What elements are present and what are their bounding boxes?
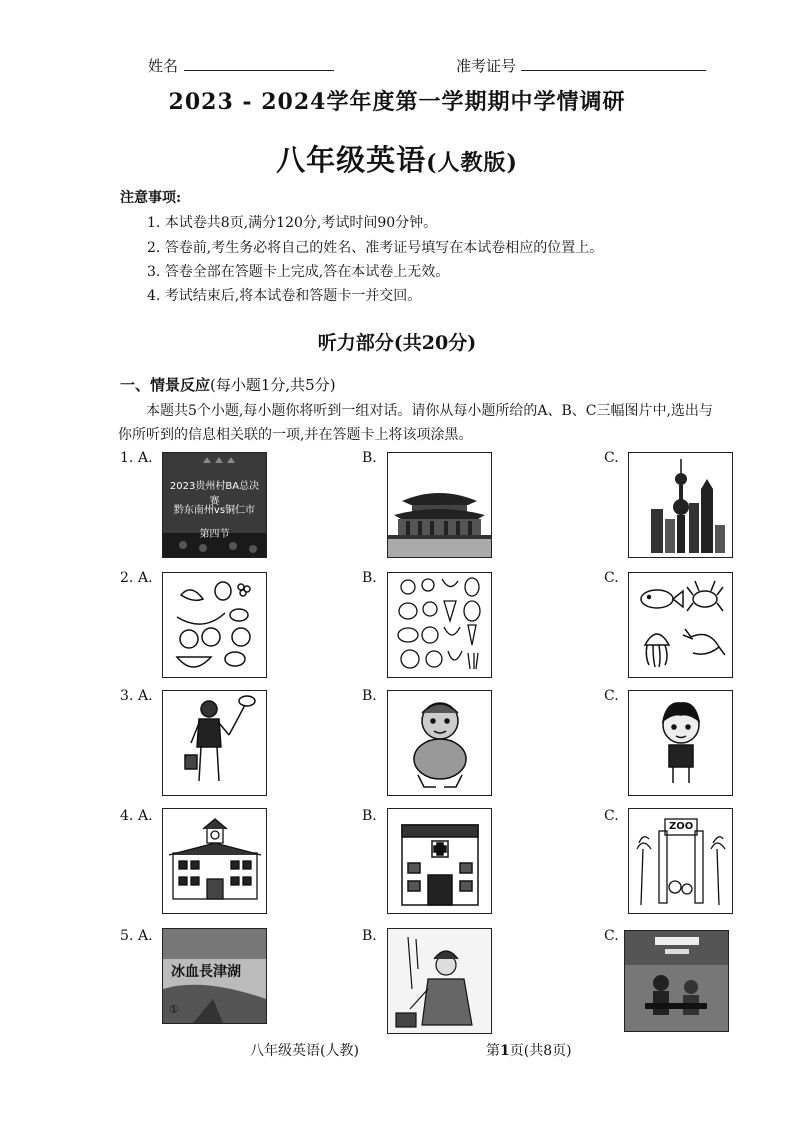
hospital-icon[interactable] xyxy=(387,808,492,914)
subject-title-main: 八年级英语 xyxy=(276,143,427,177)
boy-with-net-icon[interactable] xyxy=(162,690,267,796)
option-letter: A. xyxy=(138,688,153,704)
option-letter: C. xyxy=(604,808,619,824)
movie-poster-icon[interactable] xyxy=(162,928,267,1024)
footer-page-suffix: 页) xyxy=(552,1043,572,1059)
opera-poster-icon[interactable] xyxy=(387,928,492,1034)
movie-title-text: 冰血長津湖 xyxy=(171,964,241,980)
option-letter: C. xyxy=(604,450,619,466)
option-letter: B. xyxy=(362,808,377,824)
village-basketball-poster[interactable] xyxy=(162,452,267,558)
school-building-icon[interactable] xyxy=(162,808,267,914)
footer-subject: 八年级英语(人教) xyxy=(250,1043,359,1059)
option-letter: C. xyxy=(604,688,619,704)
part-heading-title: 一、情景反应 xyxy=(120,376,211,394)
footer-page-info xyxy=(486,1040,572,1060)
part-instruction: 本题共5个小题,每小题你将听到一组对话。请你从每小题所给的A、B、C三幅图片中,选出与你所听到的信息相关联的一项,并在答题卡上将该项涂黑。 xyxy=(118,403,713,443)
question-number: 1. xyxy=(120,450,134,466)
option-letter: B. xyxy=(362,570,377,586)
option-letter: B. xyxy=(362,928,377,944)
poster-line-1: 2023贵州村BA总决赛 xyxy=(169,481,260,507)
small-boy-icon[interactable] xyxy=(628,690,733,796)
sea-animals-icon[interactable] xyxy=(628,572,733,678)
poster-line-3: 第四节 xyxy=(199,529,230,540)
option-letter: A. xyxy=(138,570,153,586)
note-item: 4. 考试结束后,将本试卷和答题卡一并交回。 xyxy=(147,288,422,304)
exam-title: 2023 - 2024学年度第一学期期中学情调研 xyxy=(168,89,626,115)
zoo-sign: ZOO xyxy=(669,821,694,832)
city-skyline-icon[interactable] xyxy=(628,452,733,558)
subject-title-edition: (人教版) xyxy=(426,150,518,176)
option-letter: A. xyxy=(138,928,153,944)
option-letter: A. xyxy=(138,808,153,824)
footer-page-total: 8 xyxy=(543,1043,553,1059)
fruits-icon[interactable] xyxy=(162,572,267,678)
exam-id-field[interactable] xyxy=(521,70,706,71)
note-item: 3. 答卷全部在答题卡上完成,答在本试卷上无效。 xyxy=(147,264,450,280)
section-title: 听力部分(共20分) xyxy=(317,332,477,354)
question-number: 2. xyxy=(120,570,134,586)
name-label: 姓名 xyxy=(148,57,179,75)
option-letter: B. xyxy=(362,450,377,466)
part-heading xyxy=(120,374,336,395)
exam-id-label: 准考证号 xyxy=(456,57,517,75)
question-number: 5. xyxy=(120,928,134,944)
poster-number: ① xyxy=(169,1003,179,1016)
question-number: 3. xyxy=(120,688,134,704)
option-letter: B. xyxy=(362,688,377,704)
poster-line-2: 黔东南州vs铜仁市 xyxy=(173,505,256,516)
option-letter: A. xyxy=(138,450,153,466)
palace-icon[interactable] xyxy=(387,452,492,558)
zoo-gate-icon[interactable] xyxy=(628,808,733,914)
vegetables-icon[interactable] xyxy=(387,572,492,678)
footer-page-number: 1 xyxy=(500,1043,510,1059)
chubby-boy-icon[interactable] xyxy=(387,690,492,796)
cafe-poster-icon[interactable] xyxy=(624,930,729,1032)
footer-page-prefix: 第 xyxy=(486,1043,500,1059)
part-heading-score: (每小题1分,共5分) xyxy=(210,376,336,394)
name-field[interactable] xyxy=(184,70,334,71)
subject-title xyxy=(0,138,794,179)
question-number: 4. xyxy=(120,808,134,824)
note-item: 1. 本试卷共8页,满分120分,考试时间90分钟。 xyxy=(147,215,438,231)
footer-page-middle: 页(共 xyxy=(509,1043,544,1059)
option-letter: C. xyxy=(604,570,619,586)
notes-heading: 注意事项: xyxy=(120,190,182,206)
note-item: 2. 答卷前,考生务必将自己的姓名、准考证号填写在本试卷相应的位置上。 xyxy=(147,240,604,256)
option-letter: C. xyxy=(604,928,619,944)
